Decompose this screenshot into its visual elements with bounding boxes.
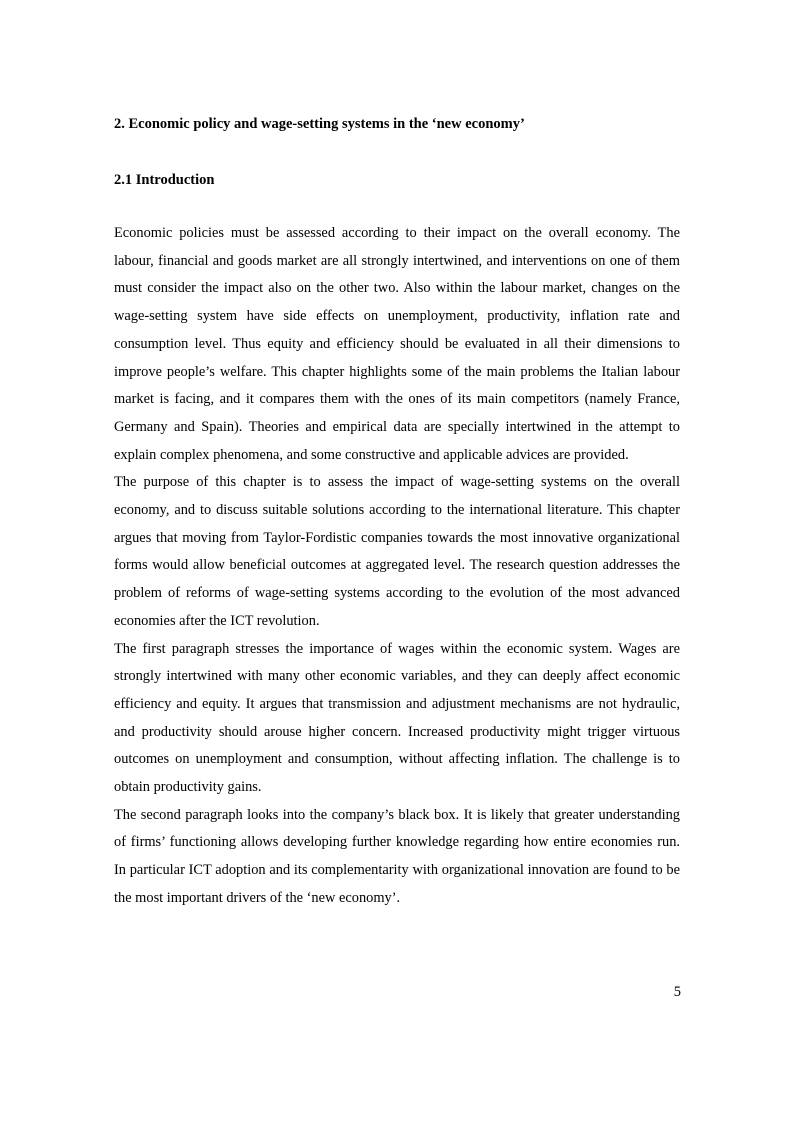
paragraph-4: The second paragraph looks into the company’s black box. It is likely that greater understanding of firms’ functioning allows developing further knowledge regarding how entire economies run. In particular ICT adoption and its complementarity with organizational innovation are found to be the most important drivers of the ‘new economy’.: [114, 806, 680, 906]
section-title: 2.1 Introduction: [114, 172, 215, 188]
page-number: 5: [673, 984, 681, 1000]
paragraph-3: The first paragraph stresses the importance of wages within the economic system. Wages are strongly intertwined with many other economic variables, and they can deeply affect economic efficiency and equity. It argues that transmission and adjustment mechanisms are not hydraulic, and productivity should arouse higher concern. Increased productivity might trigger virtuous outcomes on unemployment and consumption, without affecting inflation. The challenge is to obtain productivity gains.: [114, 640, 680, 796]
paragraph-2: The purpose of this chapter is to assess the impact of wage-setting systems on the overall economy, and to discuss suitable solutions according to the international literature. This chapter argues that moving from Taylor-Fordistic companies towards the most innovative organizational forms would allow beneficial outcomes at aggregated level. The research question addresses the problem of reforms of wage-setting systems according to the evolution of the most advanced economies after the ICT revolution.: [114, 474, 680, 629]
paragraph-1: Economic policies must be assessed according to their impact on the overall economy. The labour, financial and goods market are all strongly intertwined, and interventions on one of them must consider the impact also on the other two. Also within the labour market, changes on the wage-setting system have side effects on unemployment, productivity, inflation rate and consumption level. Thus equity and efficiency should be evaluated in all their dimensions to improve people’s welfare. This chapter highlights some of the main problems the Italian labour market is facing, and it compares them with the ones of its main competitors (namely France, Germany and Spain). Theories and empirical data are specially intertwined in the attempt to explain complex phenomena, and some constructive and applicable advices are provided.: [114, 225, 680, 463]
chapter-title: 2. Economic policy and wage-setting systems in the ‘new economy’: [114, 116, 525, 132]
body-text: [114, 220, 680, 913]
